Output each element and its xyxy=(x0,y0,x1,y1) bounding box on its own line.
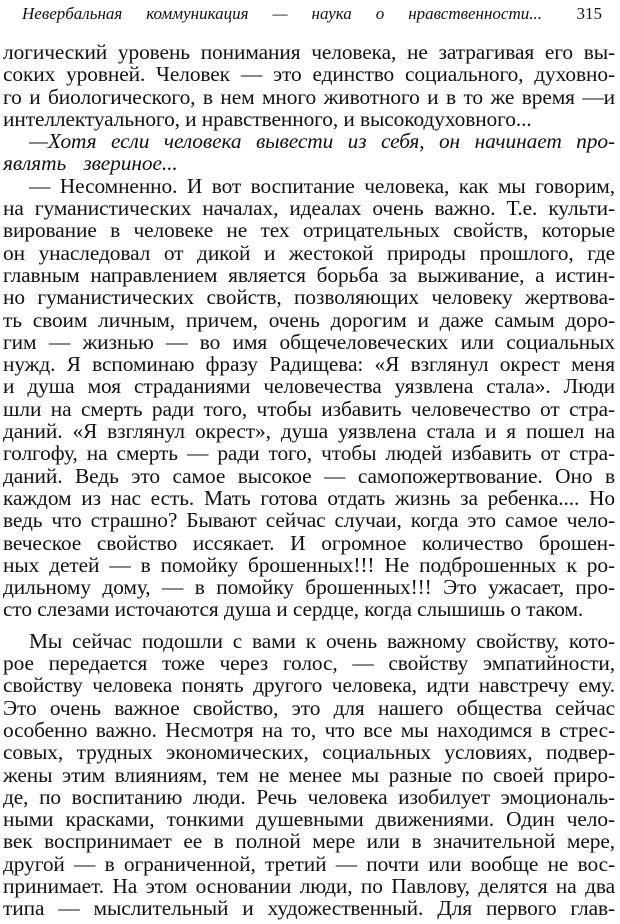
page-number: 315 xyxy=(576,4,602,23)
text-line: он унаследовал от дикой и жестокой природы прошлого, где xyxy=(3,240,615,265)
paragraph-question xyxy=(3,130,615,175)
text-line: вирование в человеке не тех отрицательных свойств, которые xyxy=(3,218,615,243)
text-line: соких уровней. Человек — это единство социального, духовно- xyxy=(3,62,615,87)
running-title: Невербальная коммуникация — наука о нравственности... xyxy=(22,4,542,23)
text-line: но гуманистических свойств, позволяющих человеку жертвова- xyxy=(3,285,615,310)
text-line: жены этим влияниям, тем не менее мы разные по своей приро- xyxy=(3,762,615,787)
text-line: логический уровень понимания человека, не затрагивая его вы- xyxy=(3,40,615,64)
text-line: являть звериное... xyxy=(3,151,178,176)
text-line: веческое свойство иссякает. И огромное количество брошен- xyxy=(3,530,615,555)
text-line: главным направлением является борьба за выживание, а истин- xyxy=(3,262,615,287)
text-line: ными красками, тонкими душевными движениями. Один чело- xyxy=(3,807,615,832)
text-line: принимает. На этом основании люди, по Павлову, делятся на два xyxy=(3,873,615,898)
text-line: каждом из нас есть. Мать готова отдать жизнь за ребенка.... Но xyxy=(3,485,615,510)
text-line: рое передается тоже через голос, — свойству эмпатийности, xyxy=(3,651,615,676)
text-line: сто слезами источаются душа и сердце, когда слышишь о таком. xyxy=(3,597,584,622)
text-line: интеллектуального, и нравственного, и высокодуховного... xyxy=(3,106,532,131)
body-text xyxy=(3,41,615,920)
paragraph-empathy xyxy=(3,630,615,920)
text-line: даний. Ведь это самое высокое — самопожертвование. Оно в xyxy=(3,463,615,488)
text-line: де, по воспитанию люди. Речь человека изобилует эмоциональ- xyxy=(3,784,615,809)
text-line: типа — мыслительный и художественный. Для первого глав- xyxy=(3,896,615,921)
text-line: — Несомненно. И вот воспитание человека, как мы говорим, xyxy=(29,173,615,198)
text-line: ных детей — в помойку брошенных!!! Не подброшенных к ро- xyxy=(3,552,615,577)
text-line: шли на смерть ради того, чтобы избавить человечество от стра- xyxy=(3,396,615,421)
text-line: век воспринимает ее в полной мере или в значительной мере, xyxy=(3,829,615,854)
text-line: другой — в ограниченной, третий — почти или вообще не вос- xyxy=(3,851,615,876)
text-line: ть своим личным, причем, очень дорогим и даже самым доро- xyxy=(3,307,615,332)
text-line: свойству человека понять другого человека, идти навстречу ему. xyxy=(3,673,615,698)
text-line: голгофу, на смерть — ради того, чтобы людей избавить от стра- xyxy=(3,441,615,466)
text-line: даний. «Я взглянул окрест», душа уязвлена стала и я пошел на xyxy=(3,419,615,444)
running-head xyxy=(22,2,602,28)
text-line: дильному дому, — в помойку брошенных!!! Это ужасает, про- xyxy=(3,575,615,600)
text-line: нужд. Я вспоминаю фразу Радищева: «Я взглянул окрест меня xyxy=(3,352,615,377)
text-line: —Хотя если человека вывести из себя, он начинает про- xyxy=(29,129,615,154)
text-line: Мы сейчас подошли с вами к очень важному свойству, кото- xyxy=(29,628,615,653)
paragraph-answer xyxy=(3,175,615,621)
text-line: на гуманистических началах, идеалах очень важно. Т.е. культи- xyxy=(3,196,615,221)
text-line: особенно важно. Несмотря на то, что все мы находимся в стрес- xyxy=(3,717,615,742)
text-line: совых, трудных экономических, социальных условиях, подвер- xyxy=(3,740,615,765)
text-line: гим — жизнью — во имя общечеловеческих или социальных xyxy=(3,329,615,354)
text-line: Это очень важное свойство, это для нашего общества сейчас xyxy=(3,695,615,720)
paragraph-continuation xyxy=(3,41,615,130)
text-line: ведь что страшно? Бывают сейчас случаи, когда это самое чело- xyxy=(3,508,615,533)
text-line: и душа моя страданиями человечества уязвлена стала». Люди xyxy=(3,374,615,399)
text-line: го и биологического, в нем много животного и в то же время —и xyxy=(3,84,615,109)
